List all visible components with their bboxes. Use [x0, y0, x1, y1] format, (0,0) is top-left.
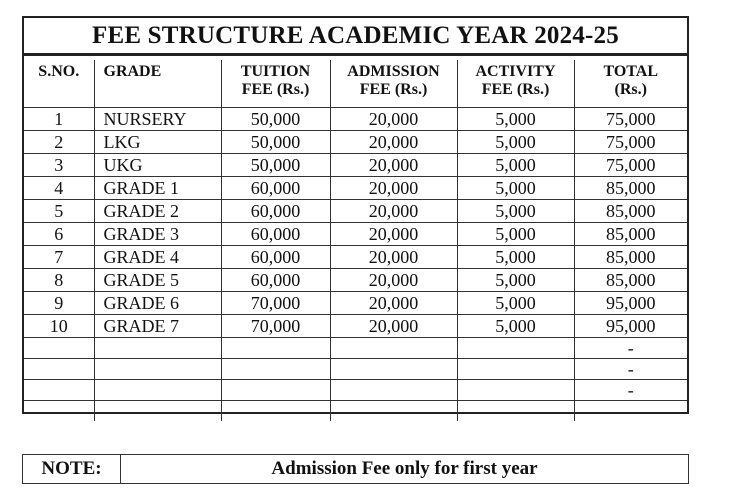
cell-activity: 5,000 [457, 292, 574, 315]
cell-sno: 8 [24, 269, 94, 292]
cell-total-dash: - [574, 380, 687, 401]
cell-sno: 3 [24, 154, 94, 177]
cell-total: 75,000 [574, 108, 687, 131]
cell-activity: 5,000 [457, 108, 574, 131]
cell-grade: LKG [94, 131, 221, 154]
fee-table [24, 60, 687, 421]
cell-total: 85,000 [574, 223, 687, 246]
cell-activity: 5,000 [457, 269, 574, 292]
cell-sno: 2 [24, 131, 94, 154]
column-header-admission-line1: ADMISSION [347, 63, 440, 80]
cell-empty [94, 401, 221, 422]
column-header-tuition-line1: TUITION [240, 63, 311, 80]
cell-grade: NURSERY [94, 108, 221, 131]
cell-activity: 5,000 [457, 200, 574, 223]
blank-row [24, 359, 687, 380]
cell-admission: 20,000 [330, 200, 457, 223]
cell-empty [330, 380, 457, 401]
table-row [24, 269, 687, 292]
cell-empty [94, 380, 221, 401]
cell-empty [330, 338, 457, 359]
column-header-activity-line2: FEE (Rs.) [481, 81, 550, 98]
note-label: NOTE: [23, 455, 121, 483]
cell-admission: 20,000 [330, 223, 457, 246]
cell-sno: 4 [24, 177, 94, 200]
cell-admission: 20,000 [330, 108, 457, 131]
cell-empty [94, 338, 221, 359]
column-header-admission-line2: FEE (Rs.) [359, 81, 428, 98]
cell-total-dash: - [574, 338, 687, 359]
cell-sno: 6 [24, 223, 94, 246]
cell-sno: 1 [24, 108, 94, 131]
cell-tuition: 70,000 [221, 315, 330, 338]
cell-empty [330, 401, 457, 422]
cell-admission: 20,000 [330, 177, 457, 200]
cell-admission: 20,000 [330, 315, 457, 338]
cell-tuition: 60,000 [221, 200, 330, 223]
cell-total: 85,000 [574, 177, 687, 200]
cell-total: 75,000 [574, 154, 687, 177]
cell-grade: GRADE 1 [94, 177, 221, 200]
blank-row [24, 401, 687, 422]
cell-grade: UKG [94, 154, 221, 177]
cell-tuition: 60,000 [221, 269, 330, 292]
cell-empty [24, 359, 94, 380]
cell-grade: GRADE 5 [94, 269, 221, 292]
cell-total-dash: - [574, 359, 687, 380]
cell-grade: GRADE 2 [94, 200, 221, 223]
table-row [24, 246, 687, 269]
cell-sno: 10 [24, 315, 94, 338]
cell-tuition: 50,000 [221, 108, 330, 131]
column-header-tuition-line2: FEE (Rs.) [241, 81, 310, 98]
cell-activity: 5,000 [457, 223, 574, 246]
cell-empty [24, 401, 94, 422]
cell-activity: 5,000 [457, 315, 574, 338]
cell-activity: 5,000 [457, 154, 574, 177]
table-row [24, 315, 687, 338]
cell-total: 85,000 [574, 246, 687, 269]
column-header-sno: S.NO. [24, 60, 94, 108]
cell-tuition: 70,000 [221, 292, 330, 315]
column-header-total-line2: (Rs.) [614, 81, 647, 98]
cell-admission: 20,000 [330, 131, 457, 154]
cell-tuition: 60,000 [221, 246, 330, 269]
cell-empty [221, 380, 330, 401]
table-row [24, 223, 687, 246]
cell-empty [457, 338, 574, 359]
fee-structure-box [22, 16, 689, 414]
cell-tuition: 60,000 [221, 223, 330, 246]
column-header-tuition [221, 60, 330, 108]
cell-activity: 5,000 [457, 177, 574, 200]
column-header-grade: GRADE [94, 60, 221, 108]
blank-row [24, 338, 687, 359]
cell-total: 95,000 [574, 315, 687, 338]
cell-empty [24, 380, 94, 401]
table-row [24, 177, 687, 200]
note-text: Admission Fee only for first year [271, 458, 538, 479]
cell-empty [221, 359, 330, 380]
cell-total: 85,000 [574, 200, 687, 223]
cell-grade: GRADE 4 [94, 246, 221, 269]
cell-sno: 7 [24, 246, 94, 269]
table-header-row [24, 60, 687, 108]
cell-total: 85,000 [574, 269, 687, 292]
cell-activity: 5,000 [457, 131, 574, 154]
table-row [24, 108, 687, 131]
cell-grade: GRADE 6 [94, 292, 221, 315]
blank-row [24, 380, 687, 401]
cell-total-dash [574, 401, 687, 422]
column-header-admission [330, 60, 457, 108]
cell-empty [457, 380, 574, 401]
cell-empty [457, 401, 574, 422]
cell-admission: 20,000 [330, 269, 457, 292]
cell-empty [221, 401, 330, 422]
table-row [24, 154, 687, 177]
column-header-activity [457, 60, 574, 108]
cell-activity: 5,000 [457, 246, 574, 269]
table-row [24, 131, 687, 154]
cell-grade: GRADE 7 [94, 315, 221, 338]
column-header-total [574, 60, 687, 108]
table-row [24, 292, 687, 315]
cell-empty [330, 359, 457, 380]
cell-tuition: 50,000 [221, 154, 330, 177]
cell-empty [221, 338, 330, 359]
cell-sno: 5 [24, 200, 94, 223]
cell-grade: GRADE 3 [94, 223, 221, 246]
cell-total: 75,000 [574, 131, 687, 154]
cell-admission: 20,000 [330, 292, 457, 315]
note-box [22, 454, 689, 484]
cell-admission: 20,000 [330, 154, 457, 177]
page-title: FEE STRUCTURE ACADEMIC YEAR 2024-25 [24, 18, 687, 56]
cell-sno: 9 [24, 292, 94, 315]
cell-empty [94, 359, 221, 380]
cell-tuition: 50,000 [221, 131, 330, 154]
cell-empty [457, 359, 574, 380]
cell-total: 95,000 [574, 292, 687, 315]
column-header-total-line1: TOTAL [603, 63, 659, 80]
column-header-activity-line1: ACTIVITY [475, 63, 556, 80]
table-row [24, 200, 687, 223]
cell-empty [24, 338, 94, 359]
cell-admission: 20,000 [330, 246, 457, 269]
cell-tuition: 60,000 [221, 177, 330, 200]
